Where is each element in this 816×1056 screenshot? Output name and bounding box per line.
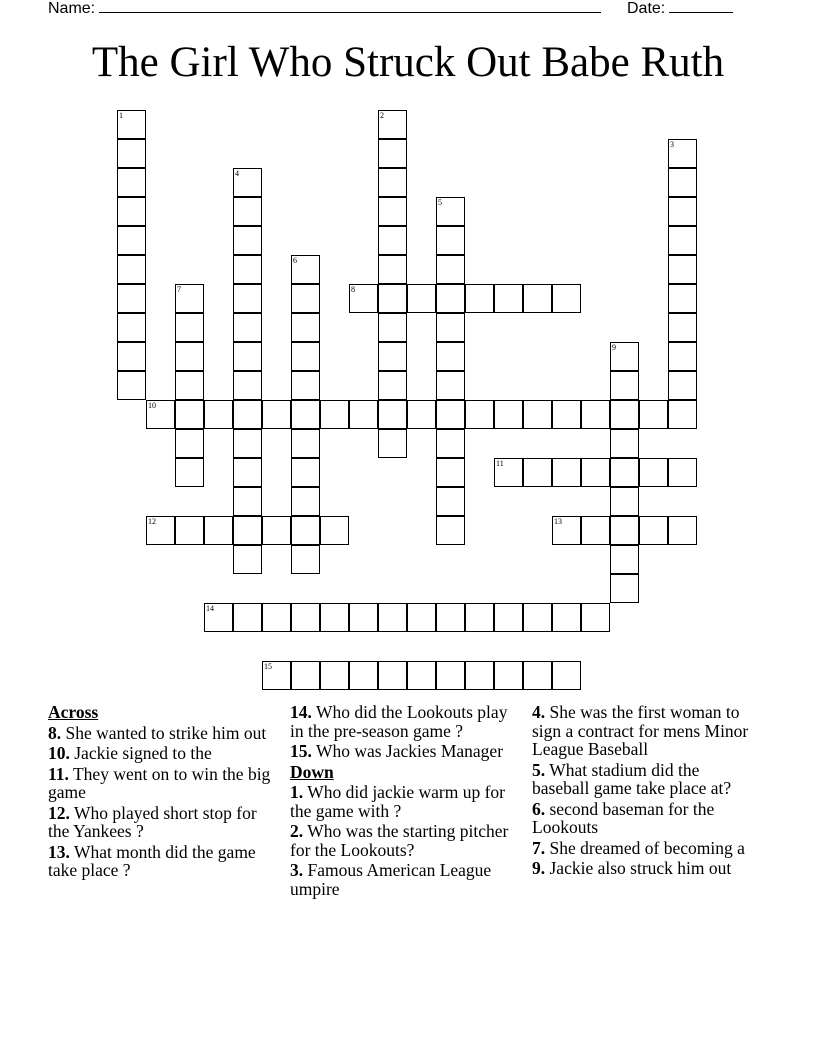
grid-cell[interactable] [668,284,697,313]
grid-cell[interactable] [494,284,523,313]
grid-cell[interactable] [552,603,581,632]
cell-number: 5 [438,198,442,207]
cell-number: 12 [148,517,156,526]
grid-cell[interactable] [291,342,320,371]
grid-cell[interactable] [378,110,407,139]
grid-cell[interactable] [407,400,436,429]
grid-cell[interactable] [204,400,233,429]
cell-number: 1 [119,111,123,120]
grid-cell[interactable] [639,400,668,429]
grid-cell[interactable] [146,516,175,545]
clue-across-14: 14. Who did the Lookouts play in the pre-season game ? [290,702,508,741]
clue-across-10: 10. Jackie signed to the [48,743,212,763]
grid-cell[interactable] [349,400,378,429]
grid-cell[interactable] [262,603,291,632]
grid-cell[interactable] [378,603,407,632]
grid-cell[interactable] [291,458,320,487]
grid-cell[interactable] [610,516,639,545]
grid-cell[interactable] [668,400,697,429]
grid-cell[interactable] [320,400,349,429]
grid-cell[interactable] [436,226,465,255]
date-label: Date: [627,0,666,17]
grid-cell[interactable] [233,226,262,255]
grid-cell[interactable] [436,400,465,429]
grid-cell[interactable] [436,255,465,284]
clue-across-13: 13. What month did the game take place ? [48,841,256,880]
cell-number: 8 [351,285,355,294]
grid-cell[interactable] [117,110,146,139]
grid-cell[interactable] [117,255,146,284]
grid-cell[interactable] [494,458,523,487]
grid-cell[interactable] [465,661,494,690]
cell-number: 2 [380,111,384,120]
grid-cell[interactable] [465,603,494,632]
grid-cell[interactable] [610,545,639,574]
grid-cell[interactable] [668,139,697,168]
grid-cell[interactable] [117,371,146,400]
clue-down-3: 3. Famous American League umpire [290,860,492,899]
grid-cell[interactable] [175,400,204,429]
grid-cell[interactable] [291,603,320,632]
grid-cell[interactable] [233,603,262,632]
grid-cell[interactable] [378,197,407,226]
clue-column-2 [290,702,520,900]
grid-cell[interactable] [610,342,639,371]
grid-cell[interactable] [175,371,204,400]
clue-across-15: 15. Who was Jackies Manager [290,741,504,761]
grid-cell[interactable] [523,284,552,313]
grid-cell[interactable] [175,516,204,545]
grid-cell[interactable] [639,458,668,487]
grid-cell[interactable] [610,574,639,603]
grid-cell[interactable] [378,226,407,255]
grid-cell[interactable] [523,458,552,487]
grid-cell[interactable] [233,516,262,545]
grid-cell[interactable] [291,400,320,429]
grid-cell[interactable] [378,661,407,690]
grid-cell[interactable] [349,284,378,313]
grid-cell[interactable] [233,342,262,371]
cell-number: 15 [264,662,272,671]
grid-cell[interactable] [262,661,291,690]
grid-cell[interactable] [291,255,320,284]
grid-cell[interactable] [117,139,146,168]
grid-cell[interactable] [117,226,146,255]
clue-across-12: 12. Who played short stop for the Yankees ? [48,802,257,841]
grid-cell[interactable] [146,400,175,429]
grid-cell[interactable] [320,661,349,690]
cell-number: 6 [293,256,297,265]
grid-cell[interactable] [233,458,262,487]
cell-number: 11 [496,459,504,468]
grid-cell[interactable] [494,400,523,429]
grid-cell[interactable] [523,603,552,632]
grid-cell[interactable] [117,342,146,371]
grid-cell[interactable] [436,284,465,313]
grid-cell[interactable] [465,284,494,313]
grid-cell[interactable] [552,516,581,545]
grid-cell[interactable] [175,342,204,371]
grid-cell[interactable] [523,400,552,429]
clue-column-1 [48,702,278,882]
grid-cell[interactable] [291,516,320,545]
grid-cell[interactable] [233,487,262,516]
page-title: The Girl Who Struck Out Babe Ruth [91,39,725,86]
grid-cell[interactable] [291,487,320,516]
grid-cell[interactable] [175,313,204,342]
grid-cell[interactable] [233,197,262,226]
grid-cell[interactable] [407,284,436,313]
clue-column-3 [532,702,757,880]
grid-cell[interactable] [494,661,523,690]
grid-cell[interactable] [668,197,697,226]
grid-cell[interactable] [320,516,349,545]
grid-cell[interactable] [117,284,146,313]
across-heading: Across [48,702,99,722]
grid-cell[interactable] [378,284,407,313]
grid-cell[interactable] [204,603,233,632]
grid-cell[interactable] [581,400,610,429]
grid-cell[interactable] [291,371,320,400]
grid-cell[interactable] [233,400,262,429]
cell-number: 14 [206,604,214,613]
cell-number: 9 [612,343,616,352]
grid-cell[interactable] [204,516,233,545]
grid-cell[interactable] [494,603,523,632]
grid-cell[interactable] [175,458,204,487]
grid-cell[interactable] [552,284,581,313]
grid-cell[interactable] [378,371,407,400]
grid-cell[interactable] [581,516,610,545]
grid-cell[interactable] [436,429,465,458]
clue-down-5: 5. What stadium did the baseball game take place at? [532,759,732,798]
grid-cell[interactable] [668,371,697,400]
grid-cell[interactable] [639,516,668,545]
grid-cell[interactable] [378,429,407,458]
grid-cell[interactable] [436,313,465,342]
grid-cell[interactable] [233,545,262,574]
grid-cell[interactable] [175,429,204,458]
clue-across-11: 11. They went on to win the big game [48,763,271,802]
cell-number: 4 [235,169,239,178]
grid-cell[interactable] [320,603,349,632]
clue-down-1: 1. Who did jackie warm up for the game with ? [290,782,505,821]
cell-number: 13 [554,517,562,526]
grid-cell[interactable] [349,661,378,690]
grid-cell[interactable] [262,400,291,429]
grid-cell[interactable] [233,168,262,197]
clue-across-8: 8. She wanted to strike him out [48,722,267,743]
cell-number: 10 [148,401,156,410]
grid-cell[interactable] [668,313,697,342]
grid-cell[interactable] [552,661,581,690]
grid-cell[interactable] [175,284,204,313]
grid-cell[interactable] [117,168,146,197]
clue-down-9: 9. Jackie also struck him out [532,858,732,878]
grid-cell[interactable] [378,313,407,342]
grid-cell[interactable] [523,661,552,690]
grid-cell[interactable] [436,458,465,487]
grid-cell[interactable] [233,371,262,400]
grid-cell[interactable] [552,400,581,429]
grid-cell[interactable] [378,342,407,371]
grid-cell[interactable] [436,516,465,545]
grid-cell[interactable] [436,371,465,400]
clue-down-6: 6. second baseman for the Lookouts [532,798,715,837]
grid-cell[interactable] [581,603,610,632]
grid-cell[interactable] [407,661,436,690]
clue-down-2: 2. Who was the starting pitcher for the Lookouts? [290,821,509,860]
grid-cell[interactable] [581,458,610,487]
grid-cell[interactable] [610,429,639,458]
grid-cell[interactable] [291,661,320,690]
grid-cell[interactable] [378,139,407,168]
clue-down-4: 4. She was the first woman to sign a contract for mens Minor League Baseball [532,702,749,759]
grid-cell[interactable] [436,603,465,632]
clue-down-7: 7. She dreamed of becoming a [532,837,745,858]
grid-cell[interactable] [378,255,407,284]
grid-cell[interactable] [465,400,494,429]
grid-cell[interactable] [610,458,639,487]
name-label: Name: [48,0,96,17]
grid-cell[interactable] [117,313,146,342]
grid-cell[interactable] [407,603,436,632]
grid-cell[interactable] [668,168,697,197]
grid-cell[interactable] [233,313,262,342]
grid-cell[interactable] [291,429,320,458]
grid-cell[interactable] [436,197,465,226]
grid-cell[interactable] [233,429,262,458]
grid-cell[interactable] [436,661,465,690]
grid-cell[interactable] [610,400,639,429]
cell-number: 3 [670,140,674,149]
grid-cell[interactable] [117,197,146,226]
grid-cell[interactable] [668,516,697,545]
grid-cell[interactable] [610,487,639,516]
down-heading: Down [290,761,334,782]
grid-cell[interactable] [668,255,697,284]
grid-cell[interactable] [233,284,262,313]
grid-cell[interactable] [262,516,291,545]
grid-cell[interactable] [291,284,320,313]
grid-cell[interactable] [291,313,320,342]
grid-cell[interactable] [668,458,697,487]
grid-cell[interactable] [378,168,407,197]
grid-cell[interactable] [349,603,378,632]
grid-cell[interactable] [610,371,639,400]
grid-cell[interactable] [233,255,262,284]
grid-cell[interactable] [291,545,320,574]
grid-cell[interactable] [436,487,465,516]
grid-cell[interactable] [668,342,697,371]
cell-number: 7 [177,285,181,294]
grid-cell[interactable] [378,400,407,429]
grid-cell[interactable] [436,342,465,371]
grid-cell[interactable] [668,226,697,255]
grid-cell[interactable] [552,458,581,487]
